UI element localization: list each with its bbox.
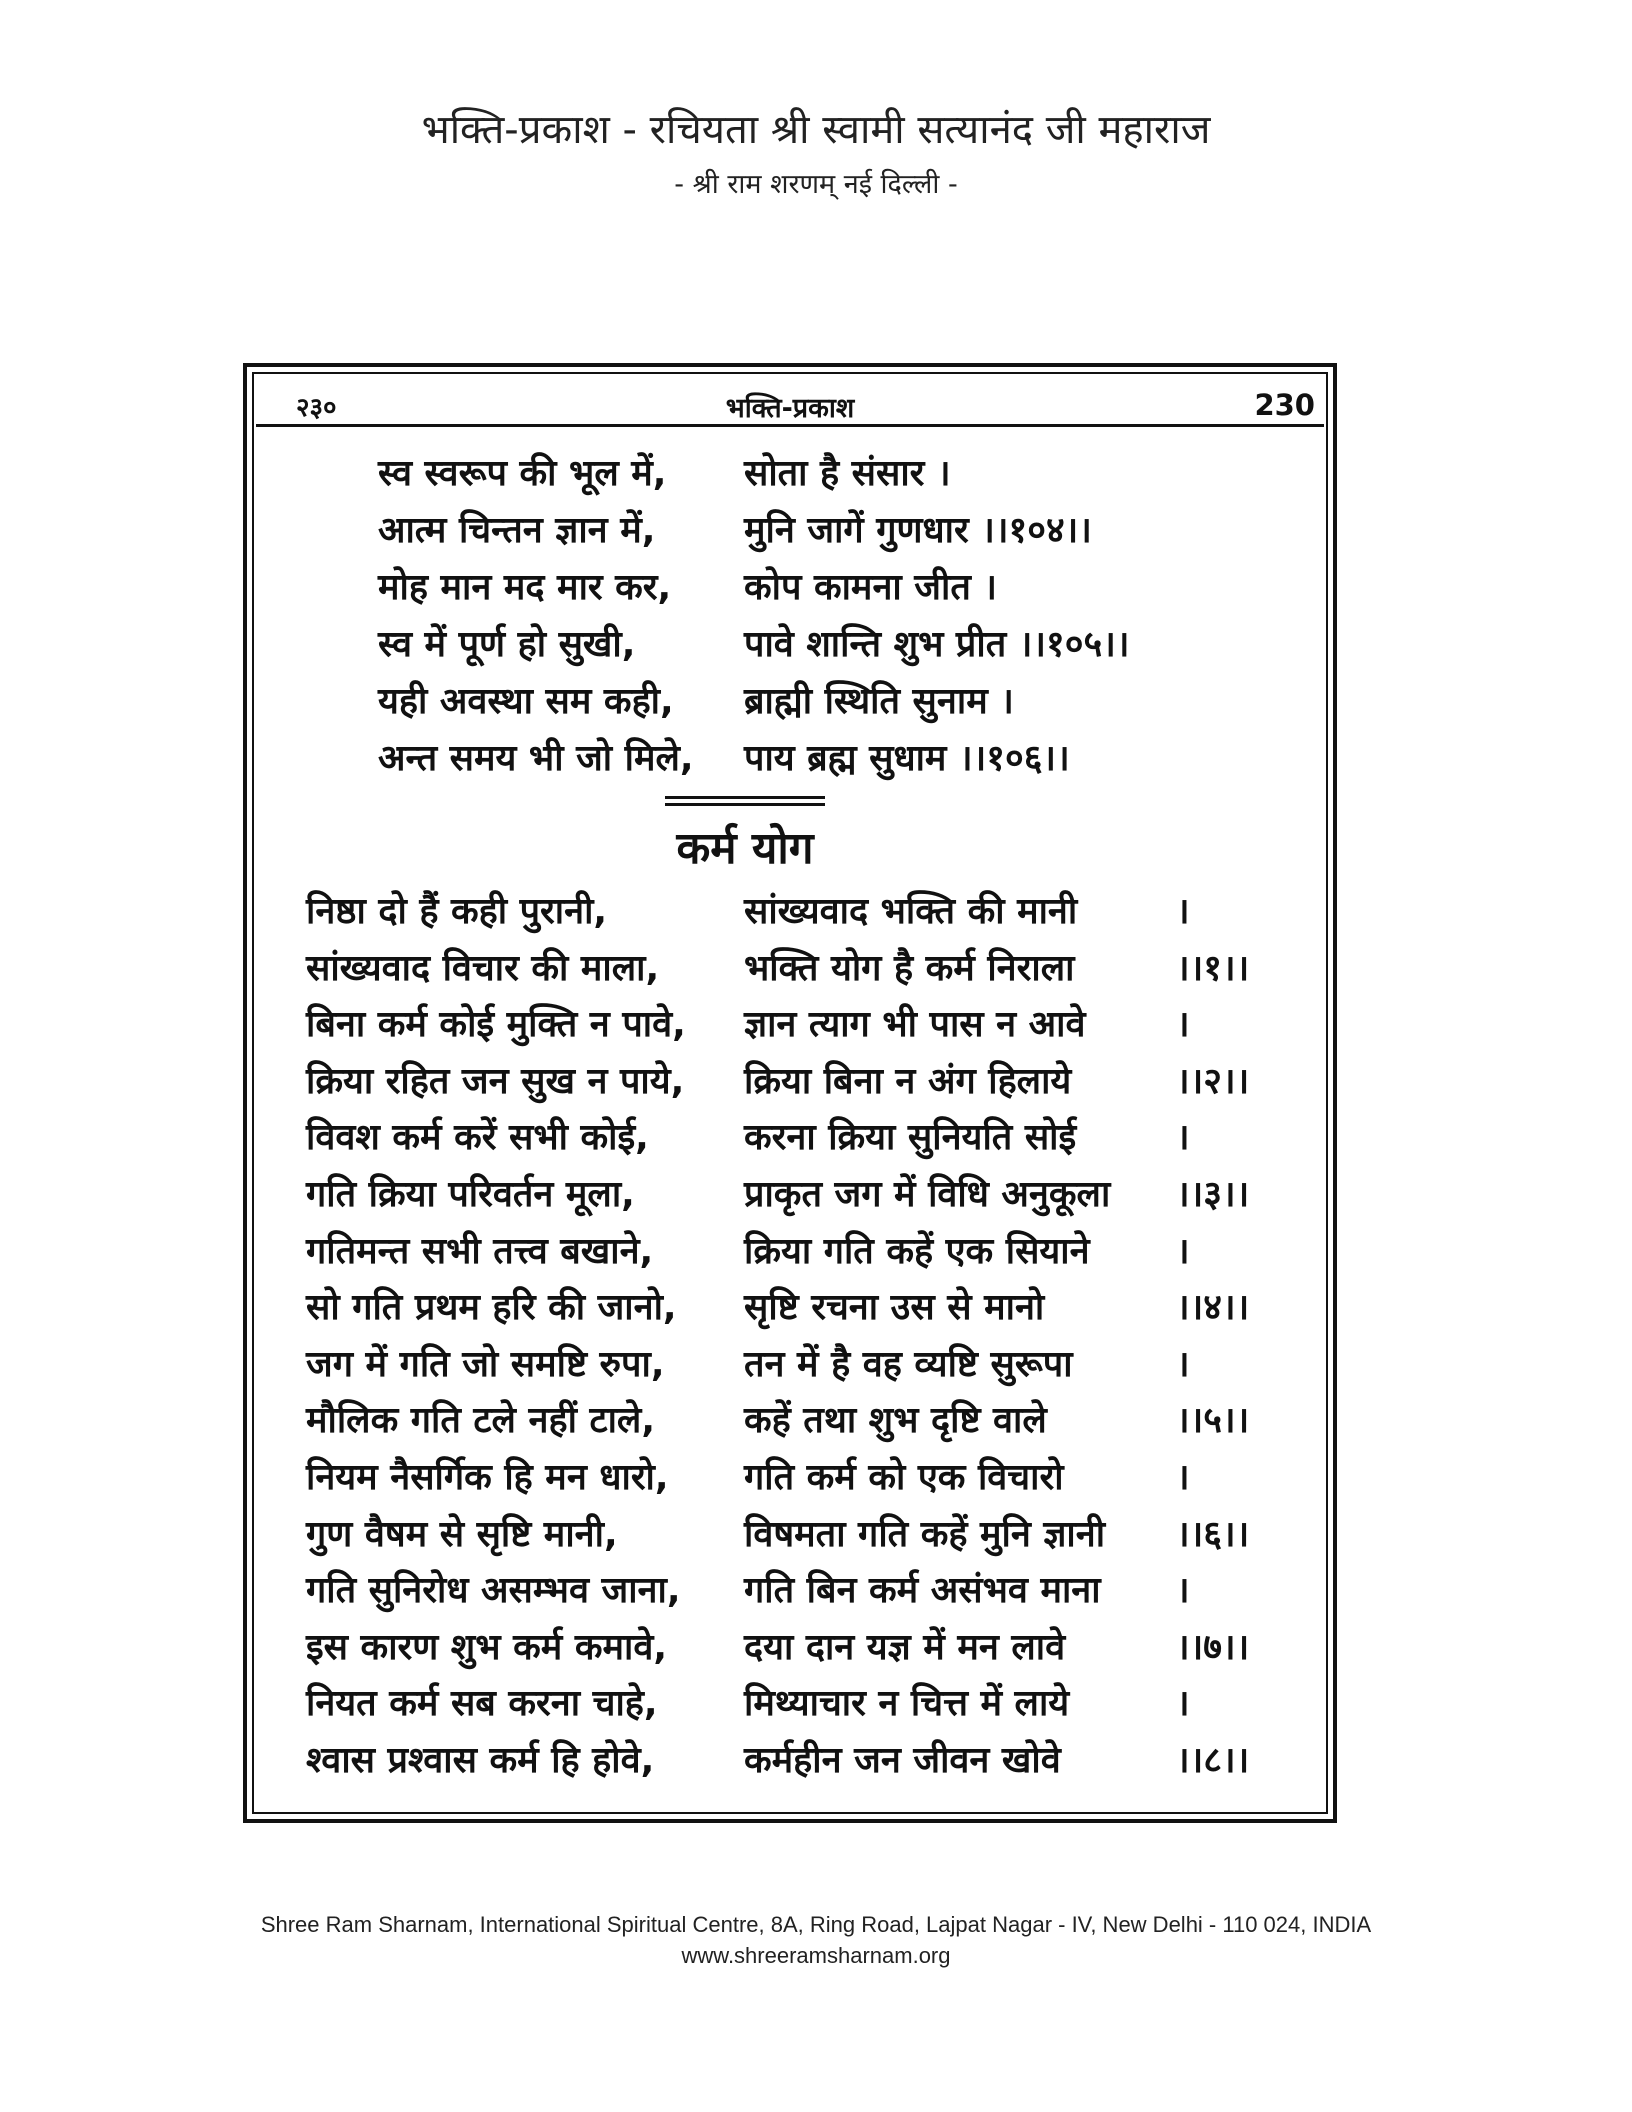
- doha-first-half: यही अवस्था सम कही,: [378, 681, 674, 722]
- doha-first-half: आत्म चिन्तन ज्ञान में,: [378, 510, 656, 551]
- verse-number: ।: [1176, 1457, 1190, 1498]
- verse-number: ।।४।।: [1176, 1287, 1250, 1329]
- verse-number: ।: [1176, 1004, 1190, 1046]
- chaupai-second-half: कहें तथा शुभ दृष्टि वाले: [744, 1400, 1047, 1442]
- page-number: 230: [1254, 388, 1315, 422]
- verse-number: ।: [1176, 1230, 1190, 1272]
- verse-number: ।।७।।: [1176, 1626, 1250, 1668]
- chaupai-second-half: गति कर्म को एक विचारो: [744, 1457, 1064, 1498]
- chaupai-first-half: क्रिया रहित जन सुख न पाये,: [306, 1060, 685, 1102]
- chaupai-second-half: विषमता गति कहें मुनि ज्ञानी: [744, 1513, 1106, 1555]
- chaupai-first-half: गति क्रिया परिवर्तन मूला,: [306, 1174, 635, 1215]
- verse-number: ।: [1176, 1683, 1190, 1725]
- chaupai-second-half: तन में है वह व्यष्टि सुरूपा: [744, 1343, 1073, 1385]
- page-number-devanagari: २३०: [296, 393, 337, 423]
- footer-address: Shree Ram Sharnam, International Spiritual Centre, 8A, Ring Road, Lajpat Nagar - IV, New Delhi - 110 024, INDIA: [260, 1912, 1372, 1937]
- chaupai-first-half: मौलिक गति टले नहीं टाले,: [306, 1400, 656, 1442]
- chaupai-second-half: सृष्टि रचना उस से मानो: [744, 1287, 1045, 1329]
- running-title: भक्ति-प्रकाश: [725, 393, 855, 424]
- doha-first-half: मोह मान मद मार कर,: [378, 567, 672, 608]
- verse-number: ।: [1176, 1117, 1190, 1159]
- chaupai-second-half: दया दान यज्ञ में मन लावे: [744, 1626, 1066, 1668]
- chaupai-second-half: ज्ञान त्याग भी पास न आवे: [744, 1004, 1086, 1046]
- doha-second-half: ब्राह्मी स्थिति सुनाम ।: [744, 681, 1014, 722]
- chaupai-second-half: मिथ्याचार न चित्त में लाये: [744, 1683, 1070, 1725]
- verse-number: ।।६।।: [1176, 1513, 1250, 1555]
- chaupai-second-half: क्रिया गति कहें एक सियाने: [744, 1230, 1090, 1272]
- verse-number: ।।३।।: [1176, 1174, 1250, 1215]
- chaupai-first-half: नियत कर्म सब करना चाहे,: [306, 1683, 658, 1725]
- verse-number: ।: [1176, 1570, 1190, 1612]
- verse-number: ।: [1176, 1343, 1190, 1385]
- document-subtitle: - श्री राम शरणम् नई दिल्ली -: [674, 169, 958, 200]
- verse-number: ।।१।।: [1176, 947, 1250, 989]
- chaupai-second-half: क्रिया बिना न अंग हिलाये: [744, 1060, 1072, 1102]
- chaupai-first-half: नियम नैसर्गिक हि मन धारो,: [306, 1457, 669, 1498]
- doha-first-half: स्व में पूर्ण हो सुखी,: [378, 624, 636, 665]
- doha-first-half: स्व स्वरूप की भूल में,: [378, 453, 667, 494]
- chaupai-second-half: गति बिन कर्म असंभव माना: [744, 1570, 1101, 1612]
- chaupai-first-half: सांख्यवाद विचार की माला,: [306, 947, 660, 989]
- chaupai-first-half: गुण वैषम से सृष्टि मानी,: [306, 1513, 618, 1555]
- chaupai-first-half: निष्ठा दो हैं कही पुरानी,: [306, 891, 608, 932]
- doha-second-half: मुनि जागें गुणधार ।।१०४।।: [744, 510, 1092, 551]
- chaupai-first-half: बिना कर्म कोई मुक्ति न पावे,: [306, 1004, 686, 1046]
- chaupai-first-half: गतिमन्त सभी तत्त्व बखाने,: [306, 1230, 654, 1272]
- doha-second-half: पावे शान्ति शुभ प्रीत ।।१०५।।: [744, 624, 1130, 665]
- section-rule: [665, 803, 825, 806]
- chaupai-first-half: गति सुनिरोध असम्भव जाना,: [306, 1570, 681, 1612]
- chaupai-first-half: इस कारण शुभ कर्म कमावे,: [306, 1626, 668, 1668]
- doha-second-half: कोप कामना जीत ।: [744, 567, 998, 608]
- verse-number: ।: [1176, 891, 1190, 932]
- doha-second-half: सोता है संसार ।: [744, 453, 951, 494]
- running-header-rule: [256, 424, 1324, 427]
- chaupai-second-half: कर्महीन जन जीवन खोवे: [744, 1740, 1061, 1781]
- doha-second-half: पाय ब्रह्म सुधाम ।।१०६।।: [744, 738, 1070, 779]
- footer-website: www.shreeramsharnam.org: [681, 1943, 951, 1968]
- section-heading: कर्म योग: [676, 823, 814, 874]
- chaupai-first-half: सो गति प्रथम हरि की जानो,: [306, 1287, 677, 1329]
- chaupai-first-half: विवश कर्म करें सभी कोई,: [306, 1117, 649, 1159]
- chaupai-second-half: प्राकृत जग में विधि अनुकूला: [744, 1174, 1111, 1215]
- chaupai-second-half: भक्ति योग है कर्म निराला: [744, 947, 1075, 989]
- verse-number: ।।२।।: [1176, 1060, 1250, 1102]
- document-title: भक्ति-प्रकाश - रचियता श्री स्वामी सत्यानंद जी महाराज: [421, 107, 1211, 153]
- chaupai-first-half: श्वास प्रश्वास कर्म हि होवे,: [306, 1740, 655, 1781]
- verse-number: ।।८।।: [1176, 1740, 1250, 1781]
- chaupai-first-half: जग में गति जो समष्टि रुपा,: [306, 1343, 665, 1385]
- section-rule: [665, 796, 825, 799]
- chaupai-second-half: सांख्यवाद भक्ति की मानी: [744, 891, 1078, 932]
- chaupai-second-half: करना क्रिया सुनियति सोई: [744, 1117, 1077, 1159]
- doha-first-half: अन्त समय भी जो मिले,: [378, 738, 694, 779]
- verse-number: ।।५।।: [1176, 1400, 1250, 1442]
